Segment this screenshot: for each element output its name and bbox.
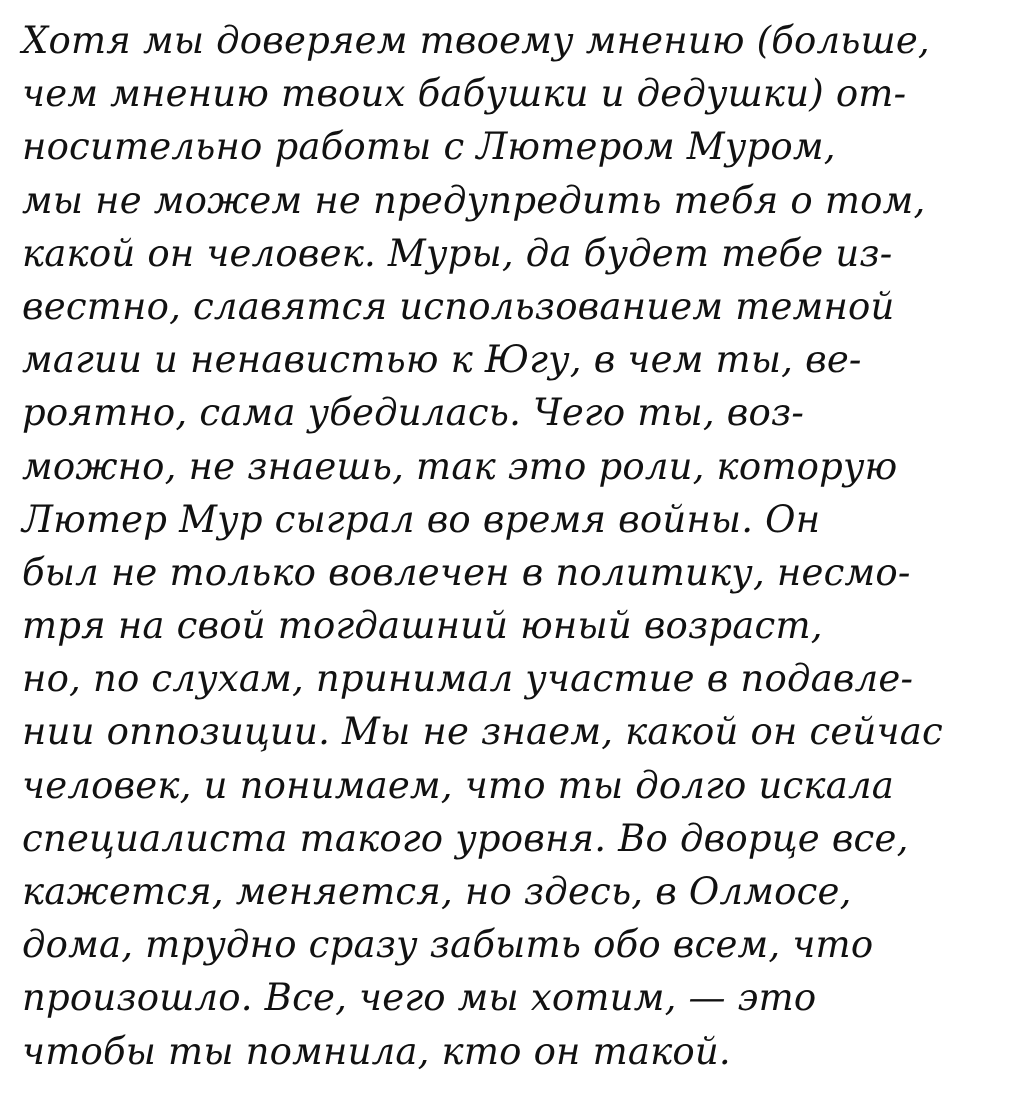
letter-text [22, 14, 1012, 1078]
letter-line-1: Хотя мы доверяем твоему мнению (больше, [22, 19, 930, 62]
letter-line-5: какой он человек. Муры, да будет тебе из- [22, 231, 893, 275]
letter-line-7: магии и ненавистью к Югу, в чем ты, ве- [22, 338, 862, 382]
letter-line-3: носительно работы с Лютером Муром, [22, 125, 836, 169]
letter-line-11: был не только вовлечен в политику, несмо- [22, 550, 911, 594]
letter-line-8: роятно, сама убедилась. Чего ты, воз- [22, 391, 805, 435]
letter-line-18: дома, трудно сразу забыть обо всем, что [22, 923, 874, 967]
letter-line-15: человек, и понимаем, что ты долго искала [22, 763, 894, 807]
letter-line-6: вестно, славятся использованием темной [22, 284, 895, 328]
letter-line-13: но, по слухам, принимал участие в подавле- [22, 657, 914, 701]
letter-line-20: чтобы ты помнила, кто он такой. [22, 1029, 731, 1073]
letter-line-17: кажется, меняется, но здесь, в Олмосе, [22, 870, 852, 913]
letter-line-16: специалиста такого уровня. Во дворце все, [22, 816, 909, 860]
letter-line-2: чем мнению твоих бабушки и дедушки) от- [22, 72, 907, 116]
letter-line-19: произошло. Все, чего мы хотим, — это [22, 976, 817, 1020]
letter-line-12: тря на свой тогдашний юный возраст, [22, 604, 823, 648]
letter-line-9: можно, не знаешь, так это роли, которую [22, 444, 898, 488]
letter-line-14: нии оппозиции. Мы не знаем, какой он сейчас [22, 710, 943, 754]
letter-line-10: Лютер Мур сыграл во время войны. Он [22, 497, 821, 541]
letter-line-4: мы не можем не предупредить тебя о том, [22, 178, 926, 222]
